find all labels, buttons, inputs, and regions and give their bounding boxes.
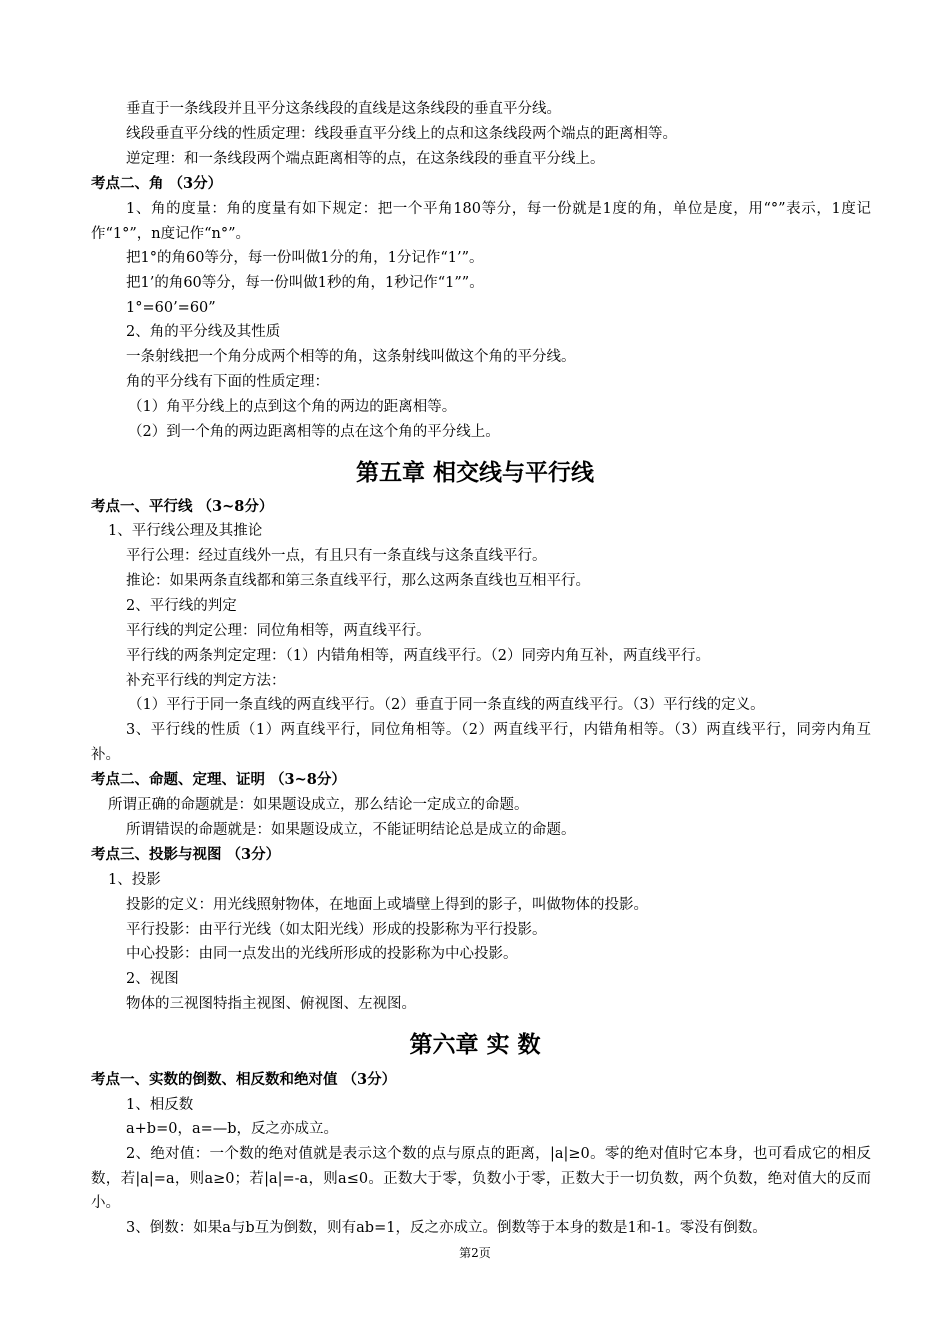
section-heading: 考点一、实数的倒数、相反数和绝对值 （3分） — [91, 1071, 397, 1088]
paragraph: 投影的定义：用光线照射物体，在地面上或墙壁上得到的影子，叫做物体的投影。 — [126, 897, 648, 913]
paragraph: 一条射线把一个角分成两个相等的角，这条射线叫做这个角的平分线。 — [126, 349, 576, 365]
list-item: （1）平行于同一条直线的两直线平行。（2）垂直于同一条直线的两直线平行。（3）平行线的定义。 — [128, 697, 765, 713]
paragraph: 1、平行线公理及其推论 — [108, 523, 263, 539]
paragraph: 平行线的两条判定定理：（1）内错角相等，两直线平行。（2）同旁内角互补，两直线平行。 — [126, 648, 710, 664]
paragraph: 平行公理：经过直线外一点，有且只有一条直线与这条直线平行。 — [126, 548, 547, 564]
paragraph: 平行线的判定公理：同位角相等，两直线平行。 — [126, 623, 431, 639]
page-number: 第2页 — [459, 1246, 491, 1260]
paragraph: 2、角的平分线及其性质 — [126, 324, 281, 340]
paragraph: 推论：如果两条直线都和第三条直线平行，那么这两条直线也互相平行。 — [126, 573, 590, 589]
paragraph: 1°=60’=60” — [126, 300, 216, 316]
paragraph: 1、投影 — [108, 872, 161, 888]
chapter-title: 第六章 实 数 — [409, 1031, 541, 1058]
paragraph: 补充平行线的判定方法： — [126, 673, 286, 689]
paragraph: 所谓错误的命题就是：如果题设成立，不能证明结论总是成立的命题。 — [126, 822, 576, 838]
paragraph: 线段垂直平分线的性质定理：线段垂直平分线上的点和这条线段两个端点的距离相等。 — [126, 126, 677, 142]
section-heading: 考点三、投影与视图 （3分） — [91, 846, 281, 863]
paragraph: 3、平行线的性质（1）两直线平行，同位角相等。（2）两直线平行，内错角相等。（3）两直线平行，同旁内角互补。 — [91, 722, 871, 763]
paragraph: 2、视图 — [126, 971, 179, 987]
paragraph: a+b=0，a=—b，反之亦成立。 — [126, 1121, 339, 1137]
list-item: （2）到一个角的两边距离相等的点在这个角的平分线上。 — [128, 424, 500, 440]
paragraph: 所谓正确的命题就是：如果题设成立，那么结论一定成立的命题。 — [108, 797, 529, 813]
paragraph: 2、绝对值：一个数的绝对值就是表示这个数的点与原点的距离，|a|≥0。零的绝对值时它本身，也可看成它的相反数，若|a|=a，则a≥0；若|a|=-a，则a≤0。正数大于零，负数小于零，正数大于一切负数，两个负数，绝对值大的反而小。 — [91, 1146, 871, 1212]
chapter-title: 第五章 相交线与平行线 — [355, 459, 594, 486]
paragraph: 2、平行线的判定 — [126, 598, 237, 614]
section-heading: 考点一、平行线 （3~8分） — [91, 498, 274, 515]
paragraph: 把1°的角60等分，每一份叫做1分的角，1分记作“1’”。 — [126, 250, 484, 266]
paragraph: 垂直于一条线段并且平分这条线段的直线是这条线段的垂直平分线。 — [126, 101, 561, 117]
paragraph: 1、相反数 — [126, 1097, 194, 1113]
paragraph: 3、倒数：如果a与b互为倒数，则有ab=1，反之亦成立。倒数等于本身的数是1和-1。零没有倒数。 — [126, 1220, 767, 1236]
section-heading: 考点二、命题、定理、证明 （3~8分） — [91, 771, 346, 788]
paragraph: 平行投影：由平行光线（如太阳光线）形成的投影称为平行投影。 — [126, 922, 547, 938]
section-heading: 考点二、角 （3分） — [91, 175, 223, 192]
paragraph: 角的平分线有下面的性质定理： — [126, 374, 329, 390]
list-item: （1）角平分线上的点到这个角的两边的距离相等。 — [128, 399, 457, 415]
paragraph: 物体的三视图特指主视图、俯视图、左视图。 — [126, 996, 416, 1012]
paragraph: 中心投影：由同一点发出的光线所形成的投影称为中心投影。 — [126, 946, 518, 962]
paragraph: 逆定理：和一条线段两个端点距离相等的点，在这条线段的垂直平分线上。 — [126, 151, 605, 167]
paragraph: 把1’的角60等分，每一份叫做1秒的角，1秒记作“1””。 — [126, 275, 484, 291]
paragraph: 1、角的度量：角的度量有如下规定：把一个平角180等分，每一份就是1度的角，单位是度，用“°”表示，1度记作“1°”，n度记作“n°”。 — [91, 201, 871, 242]
